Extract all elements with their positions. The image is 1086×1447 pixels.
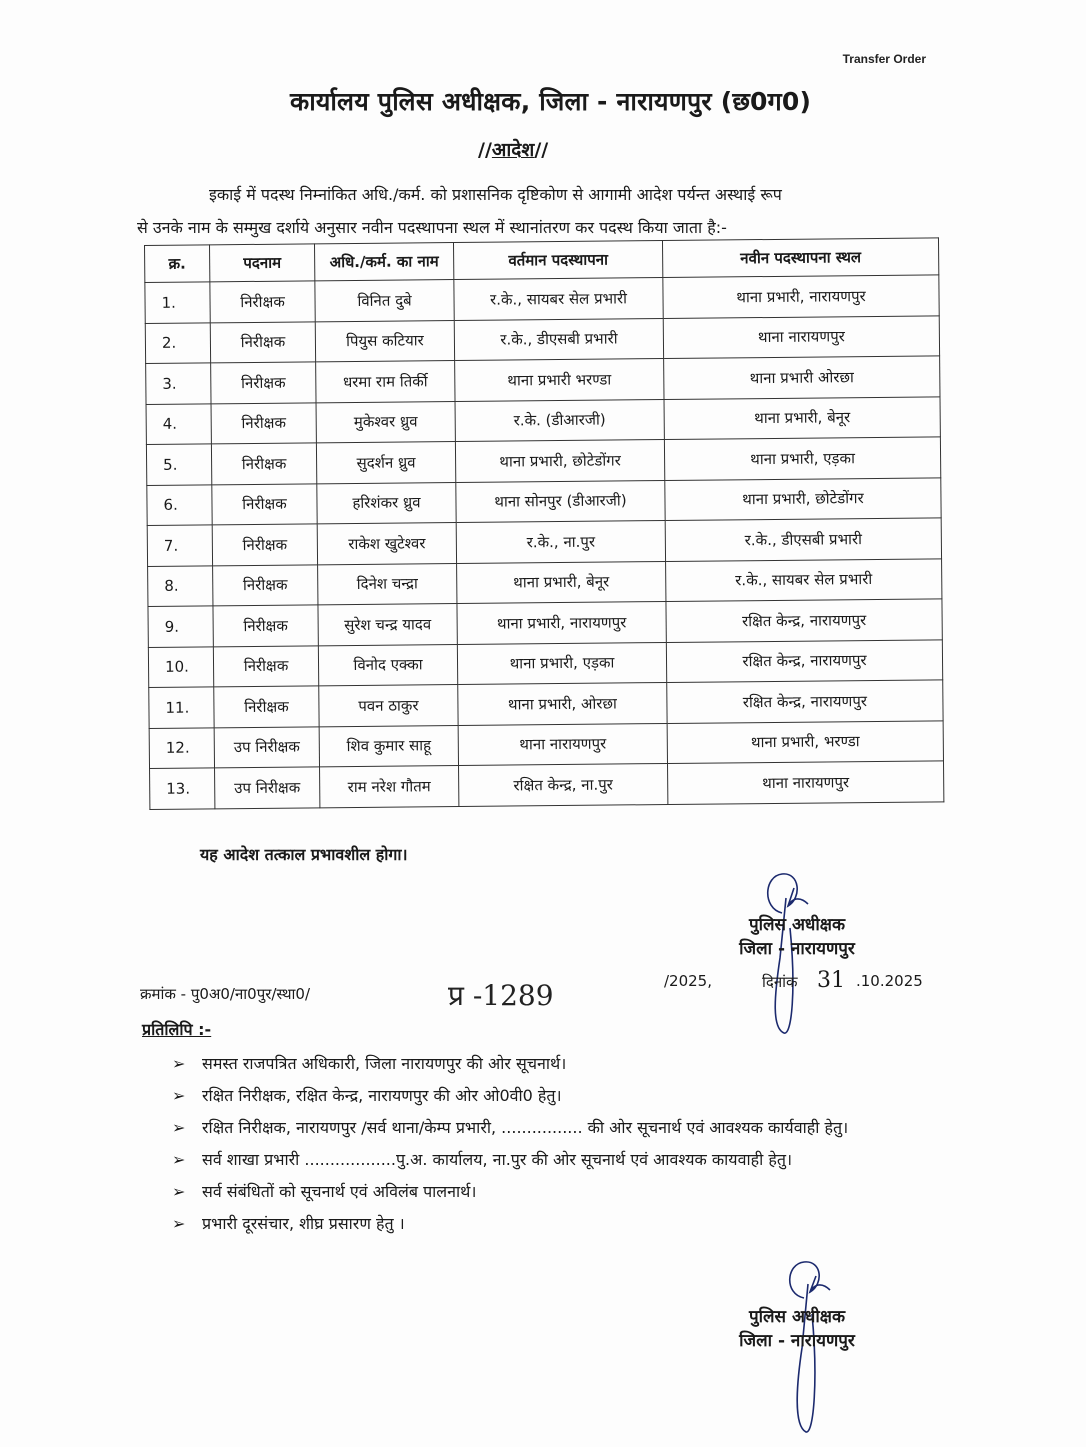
document-tag: Transfer Order [842, 52, 926, 66]
copy-recipient-text: प्रभारी दूरसंचार, शीघ्र प्रसारण हेतु । [202, 1214, 405, 1233]
current-posting-cell: थाना प्रभारी, नारायणपुर [457, 602, 666, 645]
current-posting-cell: थाना सोनपुर (डीआरजी) [456, 480, 665, 523]
new-posting-cell: थाना नारायणपुर [668, 761, 944, 804]
current-posting-cell: रक्षित केन्द्र, ना.पुर [459, 763, 668, 806]
new-posting-cell: रक्षित केन्द्र, नारायणपुर [666, 599, 942, 642]
serial-cell: 11. [149, 687, 214, 728]
officer-name-cell: सुदर्शन ध्रुव [316, 442, 455, 484]
copy-recipient-text: समस्त राजपत्रित अधिकारी, जिला नारायणपुर की ओर सूचनार्थ। [202, 1054, 567, 1073]
copy-recipient-text: सर्व शाखा प्रभारी ..................पु.अ. कार्यालय, ना.पुर की ओर सूचनार्थ एवं आवश्यक कायवाही हेतु। [202, 1150, 793, 1169]
officer-name-cell: मुकेश्वर ध्रुव [316, 401, 455, 443]
new-posting-cell: थाना प्रभारी, नारायणपुर [663, 275, 939, 318]
designation-cell: निरीक्षक [212, 483, 317, 525]
serial-cell: 13. [150, 768, 215, 809]
current-posting-cell: थाना प्रभारी, एड़का [457, 642, 666, 685]
signatory-designation: पुलिस अधीक्षक [748, 915, 846, 935]
serial-cell: 4. [146, 403, 211, 444]
copy-list [172, 1048, 962, 1240]
current-posting-cell: थाना नारायणपुर [458, 723, 667, 766]
current-posting-cell: थाना प्रभारी, बेनूर [457, 561, 666, 604]
designation-cell: निरीक्षक [211, 443, 316, 485]
copy-heading: प्रतिलिपि :- [142, 1020, 212, 1039]
officer-name-cell: सुरेश चन्द्र यादव [318, 604, 457, 646]
copy-list-item [172, 1112, 962, 1144]
copy-recipient-text: रक्षित निरीक्षक, रक्षित केन्द्र, नारायणपुर की ओर ओ0वी0 हेतु। [202, 1086, 562, 1105]
header-designation: पदनाम [210, 244, 315, 282]
new-posting-cell: र.के., सायबर सेल प्रभारी [666, 558, 942, 601]
transfer-table [144, 237, 944, 809]
serial-cell: 6. [147, 484, 212, 525]
signatory-district: जिला - नारायणपुर [739, 939, 855, 959]
officer-name-cell: धरमा राम तिर्की [316, 361, 455, 403]
date-label: दिनांक [762, 973, 798, 991]
officer-name-cell: राम नरेश गौतम [320, 766, 459, 808]
intro-line-2: से उनके नाम के सम्मुख दर्शाये अनुसार नवीन पदस्थापना स्थल में स्थानांतरण कर पदस्थ किया जाता है:- [137, 218, 727, 237]
office-title: कार्यालय पुलिस अधीक्षक, जिला - नारायणपुर (छ0ग0) [290, 87, 812, 116]
officer-name-cell: हरिशंकर ध्रुव [317, 482, 456, 524]
signature-block-2 [722, 1305, 872, 1353]
intro-line-1: इकाई में पदस्थ निम्नांकित अधि./कर्म. को प्रशासनिक दृष्टिकोण से आगामी आदेश पर्यन्त अस्थाई रूप [209, 185, 782, 204]
header-officer-name: अधि./कर्म. का नाम [314, 243, 453, 281]
serial-cell: 9. [148, 606, 213, 647]
designation-cell: निरीक्षक [211, 402, 316, 444]
serial-cell: 2. [145, 322, 210, 363]
officer-name-cell: विनोद एक्का [318, 644, 457, 686]
serial-cell: 1. [145, 282, 210, 323]
copy-list-item [172, 1208, 962, 1240]
officer-name-cell: पियुस कटियार [315, 320, 454, 362]
copy-recipient-text: रक्षित निरीक्षक, नारायणपुर /सर्व थाना/केम्प प्रभारी, ................ की ओर सूचनार्थ एवं आवश्यक कार्यवाही हेतु। [202, 1118, 849, 1137]
new-posting-cell: थाना प्रभारी, भरण्डा [667, 720, 943, 763]
designation-cell: उप निरीक्षक [215, 767, 320, 809]
serial-cell: 7. [147, 525, 212, 566]
reference-number-handwritten: प्र -1289 [448, 979, 554, 1012]
order-suffix: // [534, 139, 549, 161]
arrow-bullet-icon: ➢ [172, 1182, 186, 1201]
new-posting-cell: थाना नारायणपुर [663, 315, 939, 358]
new-posting-cell: र.के., डीएसबी प्रभारी [665, 518, 941, 561]
serial-cell: 5. [146, 444, 211, 485]
designation-cell: निरीक्षक [213, 645, 318, 687]
signature-block-1 [722, 913, 872, 961]
signatory-designation: पुलिस अधीक्षक [748, 1307, 846, 1327]
header-current-posting: वर्तमान पदस्थापना [453, 241, 662, 280]
date-day-handwritten: 31 [817, 968, 845, 993]
table-row [150, 761, 944, 809]
officer-name-cell: पवन ठाकुर [319, 685, 458, 727]
reference-prefix: क्रमांक - पु0अ0/ना0पुर/स्था0/ [140, 985, 311, 1003]
current-posting-cell: र.के., ना.पुर [456, 521, 665, 564]
serial-cell: 3. [146, 363, 211, 404]
current-posting-cell: र.के., सायबर सेल प्रभारी [454, 278, 663, 321]
order-heading [478, 136, 548, 162]
copy-list-item [172, 1144, 962, 1176]
new-posting-cell: थाना प्रभारी, छोटेडोंगर [665, 477, 941, 520]
current-posting-cell: र.के. (डीआरजी) [455, 399, 664, 442]
arrow-bullet-icon: ➢ [172, 1086, 186, 1105]
new-posting-cell: थाना प्रभारी, एड़का [664, 437, 940, 480]
intro-paragraph [137, 178, 937, 244]
arrow-bullet-icon: ➢ [172, 1150, 186, 1169]
signatory-district: जिला - नारायणपुर [739, 1331, 855, 1351]
current-posting-cell: र.के., डीएसबी प्रभारी [454, 318, 663, 361]
order-word: आदेश [491, 139, 535, 161]
current-posting-cell: थाना प्रभारी, छोटेडोंगर [455, 440, 664, 483]
designation-cell: निरीक्षक [214, 686, 319, 728]
new-posting-cell: रक्षित केन्द्र, नारायणपुर [666, 639, 942, 682]
arrow-bullet-icon: ➢ [172, 1118, 186, 1137]
new-posting-cell: थाना प्रभारी, बेनूर [664, 396, 940, 439]
date-month-year: .10.2025 [856, 972, 923, 990]
designation-cell: निरीक्षक [211, 362, 316, 404]
designation-cell: निरीक्षक [212, 524, 317, 566]
header-serial: क्र. [145, 245, 210, 283]
officer-name-cell: राकेश खुटेश्वर [317, 523, 456, 565]
current-posting-cell: थाना प्रभारी, ओरछा [458, 683, 667, 726]
serial-cell: 10. [148, 646, 213, 687]
new-posting-cell: रक्षित केन्द्र, नारायणपुर [667, 680, 943, 723]
header-new-posting: नवीन पदस्थापना स्थल [662, 238, 938, 278]
designation-cell: निरीक्षक [210, 281, 315, 323]
copy-recipient-text: सर्व संबंधितों को सूचनार्थ एवं अविलंब पालनार्थ। [202, 1182, 477, 1201]
serial-cell: 12. [149, 727, 214, 768]
designation-cell: निरीक्षक [210, 321, 315, 363]
current-posting-cell: थाना प्रभारी भरण्डा [455, 359, 664, 402]
arrow-bullet-icon: ➢ [172, 1054, 186, 1073]
designation-cell: उप निरीक्षक [214, 726, 319, 768]
serial-cell: 8. [148, 565, 213, 606]
designation-cell: निरीक्षक [213, 564, 318, 606]
designation-cell: निरीक्षक [213, 605, 318, 647]
reference-year: /2025, [664, 972, 712, 990]
arrow-bullet-icon: ➢ [172, 1214, 186, 1233]
officer-name-cell: दिनेश चन्द्रा [318, 563, 457, 605]
copy-list-item [172, 1176, 962, 1208]
copy-list-item [172, 1048, 962, 1080]
effective-note: यह आदेश तत्काल प्रभावशील होगा। [200, 845, 408, 864]
officer-name-cell: विनित दुबे [315, 280, 454, 322]
order-prefix: // [478, 139, 492, 161]
new-posting-cell: थाना प्रभारी ओरछा [664, 356, 940, 399]
copy-list-item [172, 1080, 962, 1112]
officer-name-cell: शिव कुमार साहू [319, 725, 458, 767]
